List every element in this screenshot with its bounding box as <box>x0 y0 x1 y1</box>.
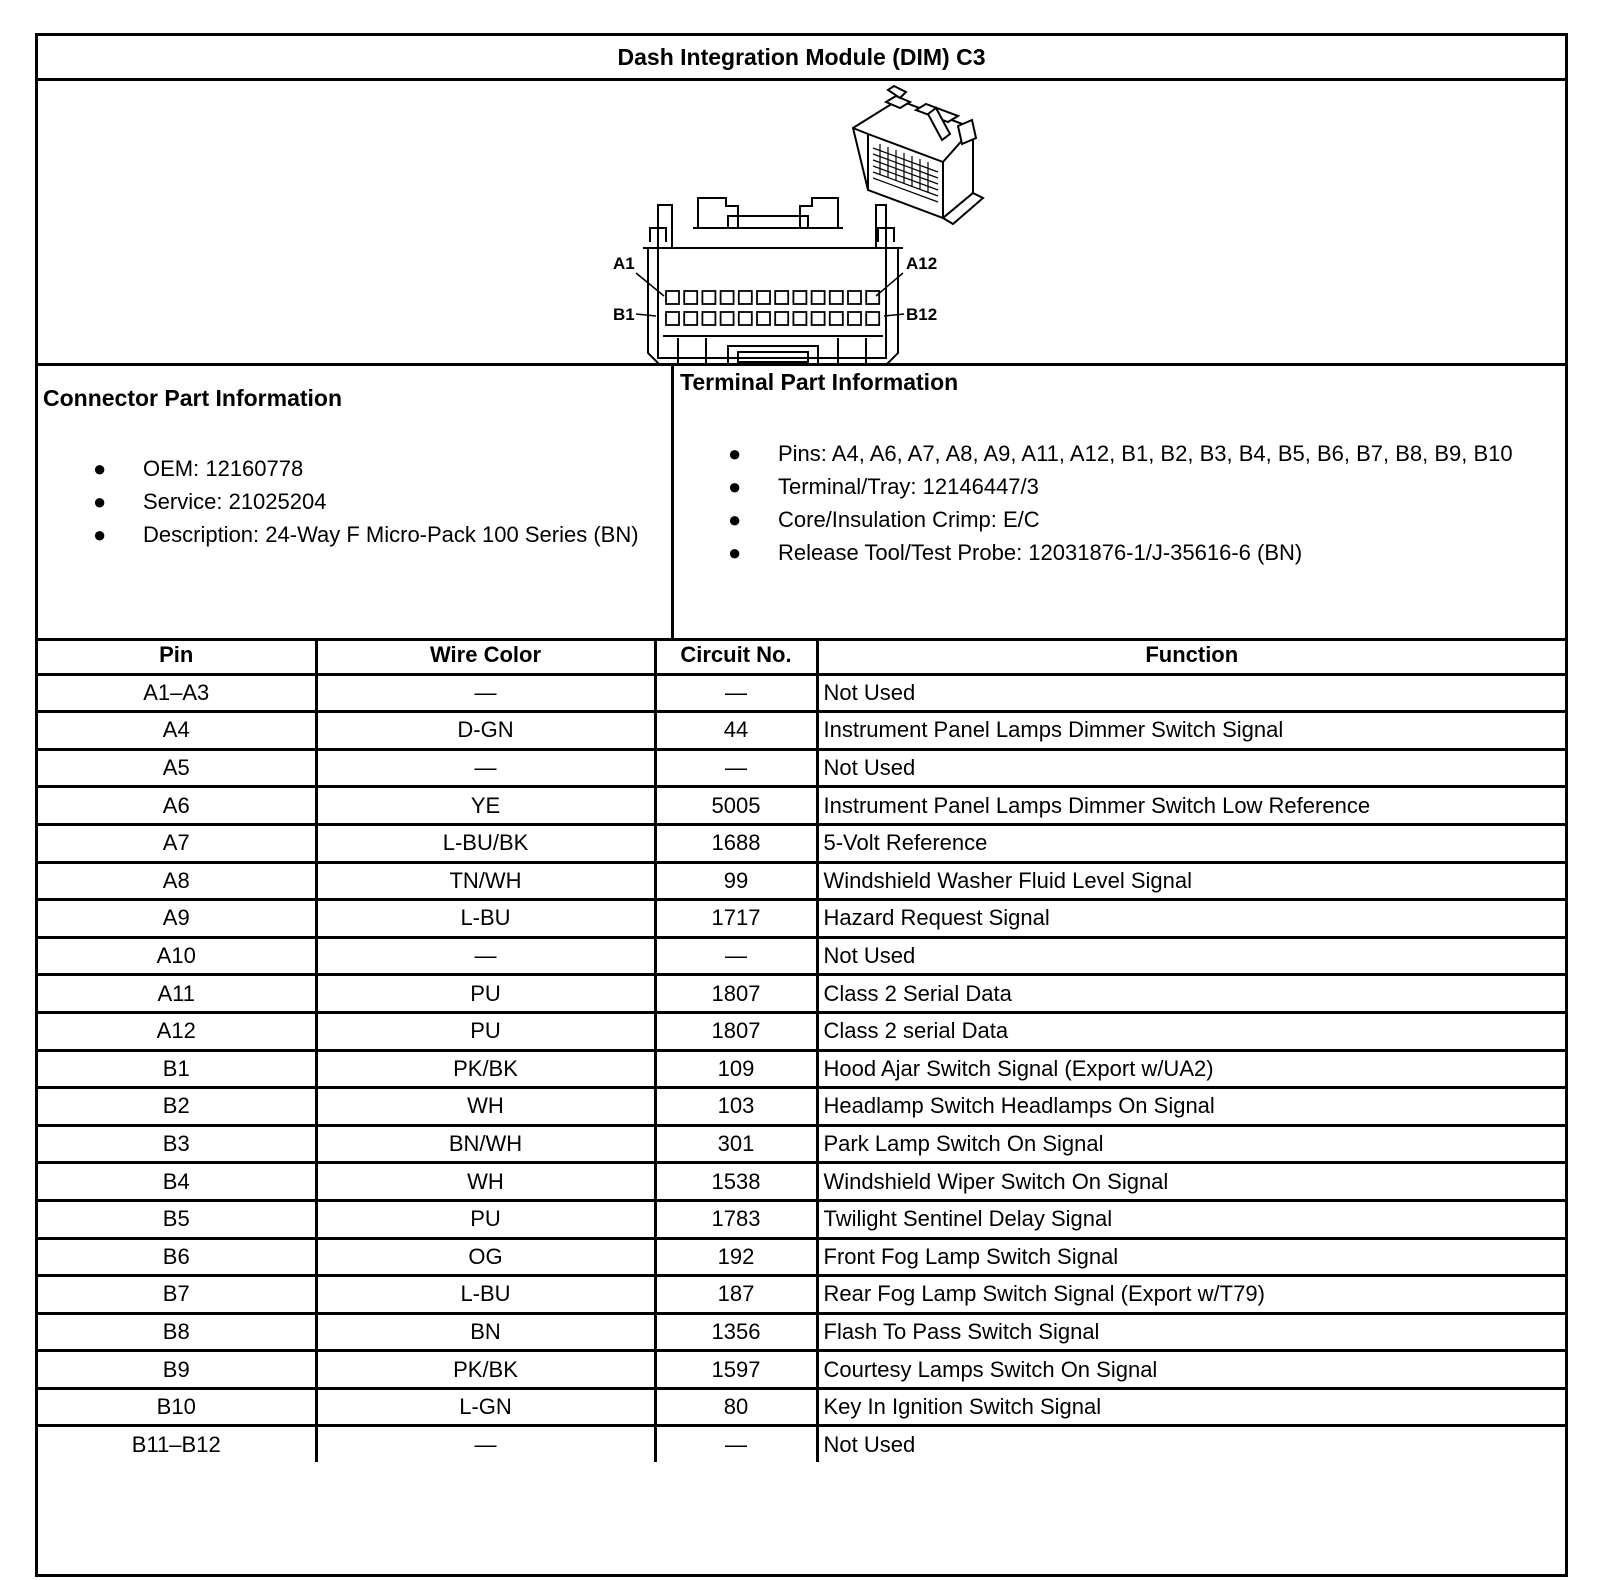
pin-cavity-b1 <box>666 312 679 325</box>
cell-function: Windshield Washer Fluid Level Signal <box>817 862 1565 900</box>
table-row <box>38 824 1565 862</box>
list-item: ● Pins: A4, A6, A7, A8, A9, A11, A12, B1, B2, B3, B4, B5, B6, B7, B8, B9, B10 <box>728 441 1513 466</box>
connector-sheet <box>35 33 1568 1577</box>
cell-pin: B4 <box>38 1163 316 1201</box>
list-item: ● Release Tool/Test Probe: 12031876-1/J-35616-6 (BN) <box>728 540 1303 565</box>
cell-circuit-no: 44 <box>655 712 817 750</box>
terminal-part-info <box>674 363 1565 638</box>
terminal-info-list <box>728 440 1558 572</box>
pin-cavity-b4 <box>721 312 734 325</box>
table-row <box>38 1313 1565 1351</box>
cell-circuit-no: 1783 <box>655 1200 817 1238</box>
table-row <box>38 1012 1565 1050</box>
list-item: ● Terminal/Tray: 12146447/3 <box>728 474 1039 499</box>
cell-function: Not Used <box>817 749 1565 787</box>
label-a12: A12 <box>906 254 938 273</box>
pinout-table <box>38 638 1565 1462</box>
cell-function: Hazard Request Signal <box>817 900 1565 938</box>
table-row <box>38 1050 1565 1088</box>
cell-wire-color: WH <box>316 1088 655 1126</box>
cell-wire-color: L-GN <box>316 1388 655 1426</box>
cell-wire-color: — <box>316 1426 655 1462</box>
table-row <box>38 674 1565 712</box>
cell-wire-color: PK/BK <box>316 1351 655 1389</box>
cell-circuit-no: 1597 <box>655 1351 817 1389</box>
cell-wire-color: PK/BK <box>316 1050 655 1088</box>
cell-wire-color: YE <box>316 787 655 825</box>
cell-pin: B10 <box>38 1388 316 1426</box>
cell-pin: B5 <box>38 1200 316 1238</box>
table-row <box>38 1351 1565 1389</box>
part-information <box>38 363 1565 641</box>
table-row <box>38 1426 1565 1462</box>
cell-wire-color: BN/WH <box>316 1125 655 1163</box>
list-item: ● Description: 24-Way F Micro-Pack 100 Series (BN) <box>93 522 639 547</box>
pin-cavity-a2 <box>684 291 697 304</box>
table-row <box>38 1088 1565 1126</box>
cell-circuit-no: 103 <box>655 1088 817 1126</box>
cell-pin: B1 <box>38 1050 316 1088</box>
table-row <box>38 900 1565 938</box>
cell-function: Not Used <box>817 937 1565 975</box>
pin-cavity-a11 <box>848 291 861 304</box>
table-row <box>38 1200 1565 1238</box>
pin-cavity-b11 <box>848 312 861 325</box>
cell-function: Instrument Panel Lamps Dimmer Switch Low Reference <box>817 787 1565 825</box>
cell-function: Twilight Sentinel Delay Signal <box>817 1200 1565 1238</box>
cell-function: Class 2 serial Data <box>817 1012 1565 1050</box>
cell-wire-color: OG <box>316 1238 655 1276</box>
cell-circuit-no: 187 <box>655 1276 817 1314</box>
connector-part-info <box>38 363 674 638</box>
cell-function: Headlamp Switch Headlamps On Signal <box>817 1088 1565 1126</box>
pin-cavity-a9 <box>812 291 825 304</box>
cell-wire-color: — <box>316 749 655 787</box>
pin-cavities <box>666 291 879 325</box>
header-function: Function <box>817 638 1565 674</box>
cell-circuit-no: 1807 <box>655 1012 817 1050</box>
cell-function: Flash To Pass Switch Signal <box>817 1313 1565 1351</box>
table-row <box>38 937 1565 975</box>
cell-pin: B9 <box>38 1351 316 1389</box>
cell-pin: A8 <box>38 862 316 900</box>
cell-wire-color: PU <box>316 1200 655 1238</box>
cell-circuit-no: 99 <box>655 862 817 900</box>
cell-wire-color: WH <box>316 1163 655 1201</box>
table-row <box>38 787 1565 825</box>
cell-circuit-no: 192 <box>655 1238 817 1276</box>
cell-pin: B8 <box>38 1313 316 1351</box>
cell-wire-color: PU <box>316 975 655 1013</box>
pin-cavity-b9 <box>812 312 825 325</box>
cell-circuit-no: 1688 <box>655 824 817 862</box>
table-row <box>38 1276 1565 1314</box>
pin-cavity-a8 <box>793 291 806 304</box>
cell-wire-color: TN/WH <box>316 862 655 900</box>
pin-cavity-b2 <box>684 312 697 325</box>
pin-cavity-b3 <box>702 312 715 325</box>
cell-wire-color: L-BU <box>316 900 655 938</box>
cell-function: Courtesy Lamps Switch On Signal <box>817 1351 1565 1389</box>
cell-pin: A9 <box>38 900 316 938</box>
connector-diagram <box>38 78 1565 363</box>
table-row <box>38 749 1565 787</box>
cell-circuit-no: 1807 <box>655 975 817 1013</box>
cell-function: Class 2 Serial Data <box>817 975 1565 1013</box>
cell-circuit-no: — <box>655 937 817 975</box>
cell-pin: A5 <box>38 749 316 787</box>
cell-circuit-no: 80 <box>655 1388 817 1426</box>
sheet-title: Dash Integration Module (DIM) C3 <box>38 36 1565 81</box>
cell-function: Not Used <box>817 674 1565 712</box>
cell-pin: A10 <box>38 937 316 975</box>
pin-cavity-b5 <box>739 312 752 325</box>
cell-pin: B6 <box>38 1238 316 1276</box>
connector-perspective-view <box>853 86 983 224</box>
cell-circuit-no: 1538 <box>655 1163 817 1201</box>
cell-wire-color: — <box>316 937 655 975</box>
cell-wire-color: — <box>316 674 655 712</box>
cell-circuit-no: — <box>655 1426 817 1462</box>
cell-function: Front Fog Lamp Switch Signal <box>817 1238 1565 1276</box>
pin-cavity-b6 <box>757 312 770 325</box>
cell-pin: A7 <box>38 824 316 862</box>
label-a1: A1 <box>613 254 635 273</box>
pin-cavity-a4 <box>721 291 734 304</box>
pin-cavity-b12 <box>866 312 879 325</box>
connector-info-heading: Connector Part Information <box>43 385 343 411</box>
pin-cavity-a5 <box>739 291 752 304</box>
cell-wire-color: BN <box>316 1313 655 1351</box>
pin-cavity-a10 <box>830 291 843 304</box>
connector-front-view <box>643 198 903 363</box>
cell-wire-color: PU <box>316 1012 655 1050</box>
cell-circuit-no: 1356 <box>655 1313 817 1351</box>
label-b12: B12 <box>906 305 938 324</box>
cell-function: Not Used <box>817 1426 1565 1462</box>
table-row <box>38 1388 1565 1426</box>
cell-pin: A1–A3 <box>38 674 316 712</box>
cell-circuit-no: 301 <box>655 1125 817 1163</box>
cell-pin: B2 <box>38 1088 316 1126</box>
list-item: ● Service: 21025204 <box>93 489 327 514</box>
table-row <box>38 712 1565 750</box>
table-row <box>38 1238 1565 1276</box>
cell-function: Rear Fog Lamp Switch Signal (Export w/T79) <box>817 1276 1565 1314</box>
cell-function: Key In Ignition Switch Signal <box>817 1388 1565 1426</box>
pin-cavity-a12 <box>866 291 879 304</box>
cell-pin: A6 <box>38 787 316 825</box>
pin-cavity-a3 <box>702 291 715 304</box>
cell-pin: B11–B12 <box>38 1426 316 1462</box>
cell-pin: A11 <box>38 975 316 1013</box>
table-row <box>38 975 1565 1013</box>
list-item: ● OEM: 12160778 <box>93 456 304 481</box>
table-row <box>38 1125 1565 1163</box>
list-item: ● Core/Insulation Crimp: E/C <box>728 507 1040 532</box>
connector-info-list <box>93 455 668 554</box>
pin-cavity-b8 <box>793 312 806 325</box>
cell-circuit-no: 109 <box>655 1050 817 1088</box>
cell-pin: B3 <box>38 1125 316 1163</box>
header-wire-color: Wire Color <box>316 638 655 674</box>
cell-wire-color: L-BU/BK <box>316 824 655 862</box>
connector-drawing <box>38 78 1565 366</box>
header-pin: Pin <box>38 638 316 674</box>
cell-function: 5-Volt Reference <box>817 824 1565 862</box>
header-circuit-no: Circuit No. <box>655 638 817 674</box>
cell-circuit-no: 1717 <box>655 900 817 938</box>
table-row <box>38 862 1565 900</box>
pin-cavity-a6 <box>757 291 770 304</box>
table-header-row <box>38 638 1565 674</box>
table-row <box>38 1163 1565 1201</box>
cell-wire-color: D-GN <box>316 712 655 750</box>
label-b1: B1 <box>613 305 635 324</box>
cell-function: Windshield Wiper Switch On Signal <box>817 1163 1565 1201</box>
terminal-info-heading: Terminal Part Information <box>680 369 959 395</box>
cell-function: Park Lamp Switch On Signal <box>817 1125 1565 1163</box>
pin-cavity-a1 <box>666 291 679 304</box>
pin-cavity-b10 <box>830 312 843 325</box>
cell-function: Hood Ajar Switch Signal (Export w/UA2) <box>817 1050 1565 1088</box>
pin-cavity-b7 <box>775 312 788 325</box>
cell-pin: B7 <box>38 1276 316 1314</box>
cell-function: Instrument Panel Lamps Dimmer Switch Signal <box>817 712 1565 750</box>
cell-pin: A12 <box>38 1012 316 1050</box>
cell-circuit-no: — <box>655 674 817 712</box>
cell-wire-color: L-BU <box>316 1276 655 1314</box>
pin-cavity-a7 <box>775 291 788 304</box>
cell-circuit-no: — <box>655 749 817 787</box>
cell-pin: A4 <box>38 712 316 750</box>
cell-circuit-no: 5005 <box>655 787 817 825</box>
